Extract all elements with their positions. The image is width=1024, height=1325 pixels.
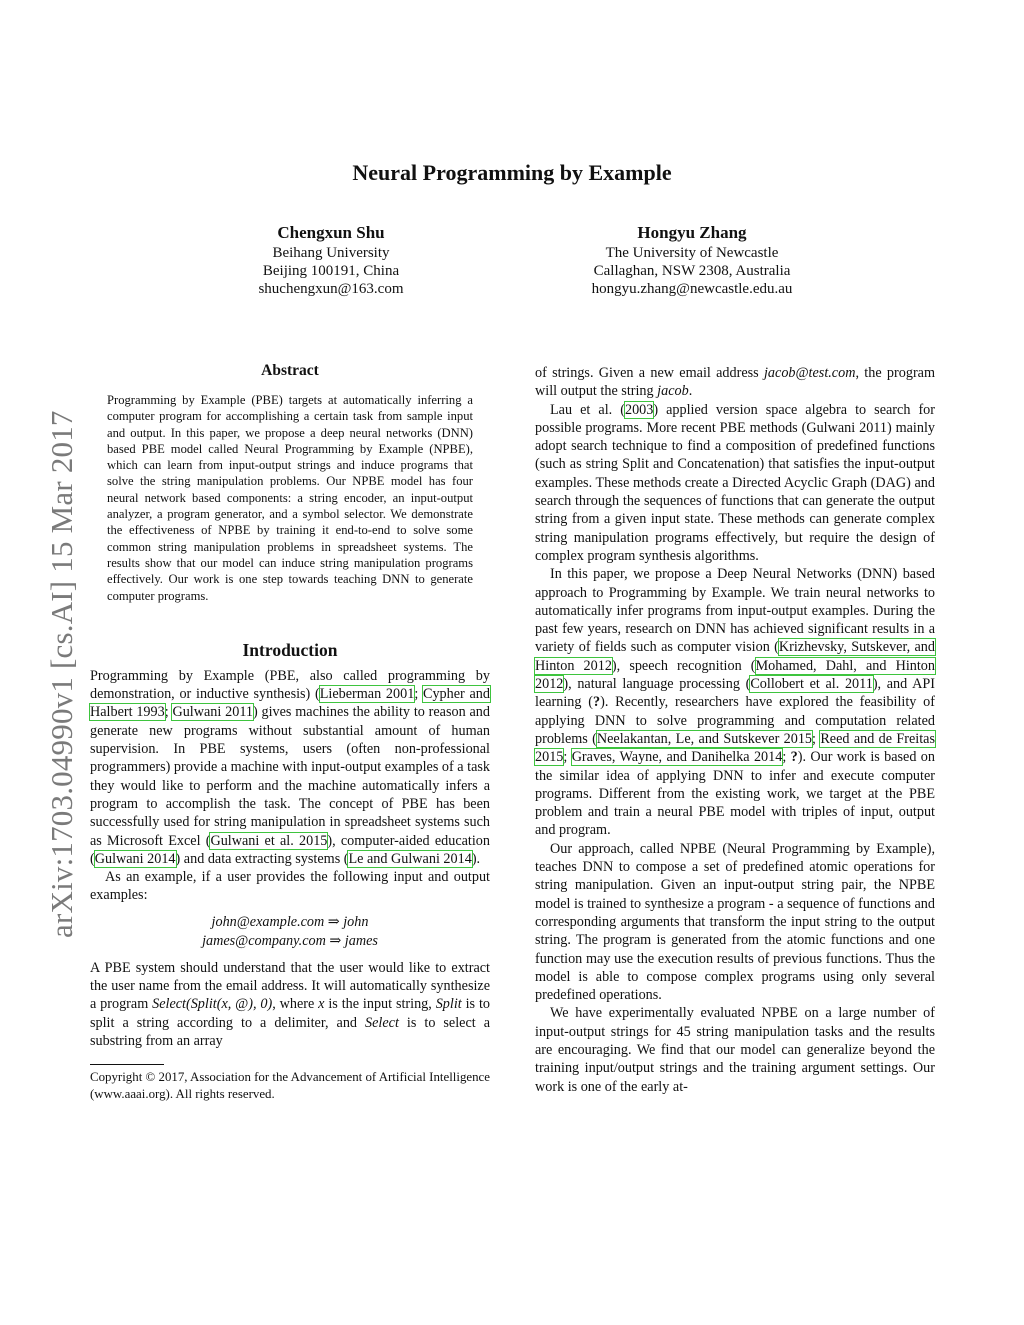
citation-link[interactable]: Cypher and Halbert 1993: [90, 686, 490, 721]
citation-link[interactable]: Lieberman 2001: [319, 686, 415, 703]
intro-paragraph-3: A PBE system should understand that the user would like to extract the user name from the email address. It will automatically synthesize a program Select(Split(x, @), 0), where x is the input string, Split is to split a string according to a delimiter, and Select is to select a substring from an array: [90, 959, 491, 1049]
author-name: Hongyu Zhang: [637, 223, 747, 242]
citation-link[interactable]: Gulwani et al. 2015: [210, 832, 328, 849]
citation-link[interactable]: Collobert et al. 2011: [750, 676, 873, 693]
paper-title: Neural Programming by Example: [352, 160, 672, 185]
abstract-heading: Abstract: [261, 362, 319, 379]
citation-link[interactable]: Krizhevsky, Sutskever, and Hinton 2012: [535, 639, 935, 674]
citation-link[interactable]: Gulwani 2014: [94, 850, 176, 867]
abstract-text: Programming by Example (PBE) targets at automatically inferring a computer program for accomplishing a certain task from sample input and output. In this paper, we propose a deep neural networks (DNN) based PBE model called Neural Programming by Example (NPBE), which can learn from input-output strings and induce programs that solve the string manipulation problems. Our NPBE model has four neural network based components: a string encoder, an input-output analyzer, a program generator, and a symbol selector. We demonstrate the effectiveness of NPBE by training it end-to-end to solve some common string manipulation problems in spreadsheet systems. The results show that our model can induce string manipulation programs effectively. Our work is one step towards teaching DNN to generate computer programs.: [107, 393, 473, 603]
arxiv-identifier: arXiv:1703.04990v1 [cs.AI] 15 Mar 2017: [44, 410, 79, 938]
citation-link[interactable]: Reed and de Freitas 2015: [535, 730, 935, 766]
example-line: john@example.com ⇒ john: [211, 913, 369, 930]
citation-link[interactable]: Graves, Wayne, and Danihelka 2014: [571, 749, 783, 766]
author-affiliation: Beihang University: [272, 245, 390, 261]
intro-paragraph-1: Programming by Example (PBE, also called programming by demonstration, or inductive synthesis) (Lieberman 2001; Cypher and Halbert 1993; Gulwani 2011) gives machines the ability to reason and generate new programs without substantial amount of human supervision. In PBE systems, users (often non-professional programmers) provide a machine with input-output examples of a task they would like to perform and the machine automatically infers a program to accomplish the task. The concept of PBE has been successfully used for string manipulation in spreadsheet systems such as Microsoft Excel (Gulwani et al. 2015), computer-aided education (Gulwani 2014) and data extracting systems (Le and Gulwani 2014).: [90, 667, 490, 867]
copyright-footnote: Copyright © 2017, Association for the Advancement of Artificial Intelligence (www.aaai.org). All rights reserved.: [90, 1070, 490, 1102]
example-block: [90, 913, 490, 951]
intro-paragraph-2: As an example, if a user provides the following input and output examples:: [90, 869, 490, 904]
author-email: hongyu.zhang@newcastle.edu.au: [591, 281, 793, 297]
author-address: Beijing 100191, China: [262, 263, 400, 279]
author-address: Callaghan, NSW 2308, Australia: [593, 263, 791, 279]
author-block-1: [181, 222, 481, 298]
right-paragraph-2: Lau et al. (2003) applied version space algebra to search for possible programs. More recent PBE methods (Gulwani 2011) mainly adopt search technique to find a composition of predefined functions (such as string Split and Concatenation) that satisfies the input-output examples. These methods create a Directed Acyclic Graph (DAG) and search through the sequences of functions that can generate the output string from a given input state. These methods can generate complex string manipulation programs effectively, but require the design of complex program synthesis algorithms.: [535, 401, 936, 564]
right-paragraph-4: Our approach, called NPBE (Neural Programming by Example), teaches DNN to compose a set of predefined atomic operations for string manipulation. Given an input-output string pair, the NPBE model is trained to synthesize a program - a sequence of functions and corresponding arguments that transform the input string to the output string. The program is generated from the atomic functions and one function may use the execution results of previous functions. Thus the model is able to compose complex programs using only several predefined operations.: [535, 840, 935, 1004]
footnote-divider: [90, 1064, 164, 1065]
citation-link[interactable]: 2003: [624, 401, 654, 418]
citation-link[interactable]: Mohamed, Dahl, and Hinton 2012: [535, 657, 935, 693]
left-column: [90, 362, 490, 1103]
right-paragraph-1: of strings. Given a new email address jacob@test.com, the program will output the string jacob.: [535, 365, 935, 400]
citation-link[interactable]: Le and Gulwani 2014: [348, 850, 472, 867]
introduction-heading: Introduction: [242, 639, 338, 660]
right-paragraph-5: We have experimentally evaluated NPBE on a large number of input-output strings for 45 string manipulation tasks and the results are encouraging. We find that our model can generalize beyond the training input/output strings and the training argument settings. Our work is one of the early at-: [535, 1005, 935, 1095]
program-expression: Select(Split(x, @), 0): [152, 996, 273, 1013]
citation-link[interactable]: Gulwani 2011: [172, 704, 253, 721]
author-name: Chengxun Shu: [277, 223, 385, 242]
author-block-2: [542, 222, 842, 298]
author-email: shuchengxun@163.com: [258, 281, 404, 297]
right-column: [535, 364, 935, 1096]
citation-link[interactable]: Neelakantan, Le, and Sutskever 2015: [596, 730, 813, 747]
example-line: james@company.com ⇒ james: [202, 932, 378, 949]
right-paragraph-3: In this paper, we propose a Deep Neural Networks (DNN) based approach to Programming by Example. We train neural networks to automatically infer programs from input-output examples. During the past few years, research on DNN has achieved significant results in a variety of fields such as computer vision (Krizhevsky, Sutskever, and Hinton 2012), speech recognition (Mohamed, Dahl, and Hinton 2012), natural language processing (Collobert et al. 2011), and API learning (?). Recently, researchers have explored the feasibility of applying DNN to solve programming and computation related problems (Neelakantan, Le, and Sutskever 2015; Reed and de Freitas 2015; Graves, Wayne, and Danihelka 2014; ?). Our work is based on the similar idea of applying DNN to infer and execute computer programs. Different from the existing work, we target at the PBE problem and train a neural PBE model with triples of input, output and program.: [535, 566, 935, 839]
author-affiliation: The University of Newcastle: [605, 245, 779, 261]
